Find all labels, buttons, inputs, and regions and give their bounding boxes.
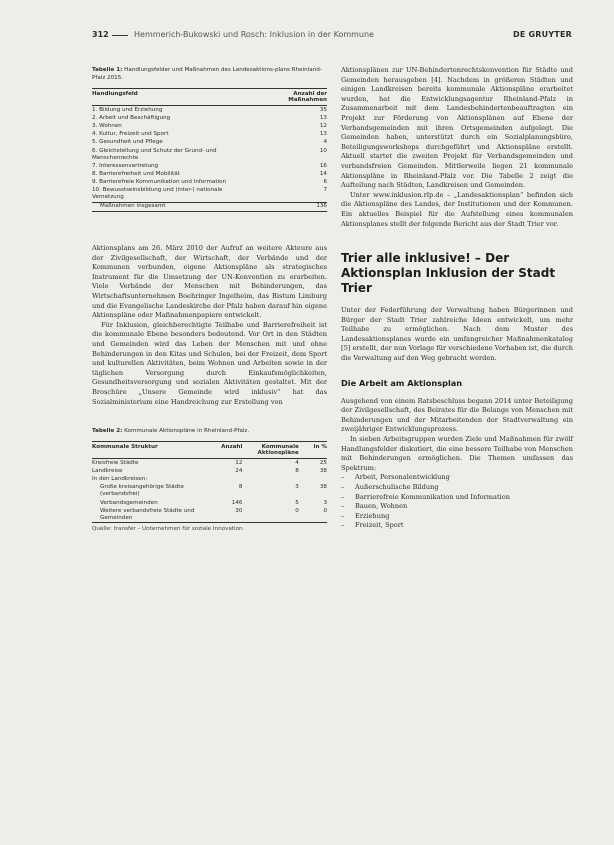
table2-cell-structure: Kreisfreie Städte: [92, 459, 139, 466]
table1-cell-count: 6: [323, 179, 327, 186]
table1-caption-label: Tabelle 1:: [92, 67, 123, 73]
table2-cell-percent: [299, 476, 327, 484]
table1-total-count: 136: [255, 202, 327, 211]
table2-cell-plans: 4: [295, 459, 299, 466]
table1-row: [92, 114, 327, 122]
page-header: [92, 30, 572, 44]
table2-cell-percent: 38: [319, 467, 327, 474]
table1-cell-count: 16: [319, 162, 327, 169]
table1-cell-count: 4: [323, 139, 327, 146]
header-rule: [112, 35, 128, 36]
table1-row: [92, 162, 327, 170]
table2-cell-count: 8: [238, 484, 243, 491]
table1-cell-count: 7: [323, 187, 327, 194]
table2-header-structure: Kommunale Struktur: [92, 442, 214, 459]
table1-row: [92, 139, 327, 147]
subsection-heading-arbeit: Die Arbeit am Aktionsplan: [341, 377, 463, 388]
topic-list-item: – Freizeit, Sport: [341, 521, 573, 531]
table2-cell-count: 146: [231, 499, 243, 506]
table2-cell-percent: 3: [323, 499, 327, 506]
table2-cell-plans: 5: [295, 499, 299, 506]
table2-cell-structure: Große kreisangehörige Städte (verbandsfrei): [100, 484, 184, 498]
left-paragraph-1: Aktionsplans am 26. März 2010 der Aufruf an weitere Akteure aus der Zivilgesellschaft, der Wirtschaft, der Verbände und der Kommunen verbunden, eigene Aktionspläne als strategisches Instrument für die Umsetzung der UN-Konvention zu erarbeiten. Viele Verbände der Menschen mit Behinderungen, das Wirtschaftsunternehmen Boehringer Ingelheim, das Bistum Limburg und die Evangelische Landeskirche der Pfalz haben darauf hin eigene Aktionspläne oder Maßnahmenpapiere entwickelt.: [92, 244, 327, 320]
table2-cell-percent: 0: [299, 507, 327, 523]
table1-cell-field: 2. Arbeit und Beschäftigung: [92, 114, 171, 121]
table1-cell-field: 1. Bildung und Erziehung: [92, 106, 163, 113]
table1-cell-count: 12: [319, 122, 327, 129]
table2-row: [92, 467, 327, 475]
table1-cell-count: 10: [319, 147, 327, 154]
topic-list-item: – Arbeit, Personalentwicklung: [341, 473, 573, 483]
right-paragraph-1: Aktionsplänen zur UN-Behindertenrechtskonvention für Städte und Gemeinden herausgeben [4]. Nachdem in größeren Städten und einigen Landkreisen bereits kommunale Aktionspläne erarbeitet wurden, hat die Entwicklungsagentur Rheinland-Pfalz in Zusammenarbeit mit dem Landesbehindertenbeauftragten ein Projekt zur Förderung von Aktionsplänen auf Ebene der Verbandsgemeinden mit ihren Ortsgemeinden aufgelegt. Die Gemeinden haben, unterstützt durch ein Sozialplanungsbüro, Beteiligungsworkshops durchgeführt und Aktionspläne erstellt. Aktuell startet die zweiten Projekt für Verbandsgemeinden und verbandsfreien Gemeinden. Mittlerweile liegen 21 kommunale Aktionspläne in Rheinland-Pfalz vor. Die Tabelle 2 zeigt die Aufteilung nach Städten, Landkreisen und Gemeinden.: [341, 66, 573, 190]
table1: [92, 88, 327, 212]
table1-cell-field: 7. Interessenvertretung: [92, 162, 159, 169]
table2-row: [92, 476, 327, 484]
table1-row: [92, 187, 327, 203]
table2-caption-label: Tabelle 2:: [92, 428, 123, 435]
topic-list: [341, 473, 573, 531]
table2-cell-structure: Verbandsgemeinden: [100, 499, 158, 506]
table2-cell-count: 30: [214, 507, 242, 523]
table2-cell-count: 24: [235, 467, 243, 474]
table1-cell-count: 14: [319, 170, 327, 177]
table1-cell-count: 13: [319, 114, 327, 121]
table2-cell-plans: 3: [295, 484, 299, 491]
section-trier-text: Unter der Federführung der Verwaltung haben Bürgerinnen und Bürger der Stadt Trier zahlreiche Ideen entwickelt, um mehr Teilhabe zu ermöglichen. Nach dem Muster des Landesaktionsplanes wurde ein umfangreicher Maßnahmenkatalog [5] erstellt, der nun Vorlage für verschiedene Vorhaben ist, die durch die Verwaltung auf den Weg gebracht werden.: [341, 306, 573, 363]
table1-cell-field: 9. Barrierefreie Kommunikation und Information: [92, 179, 227, 186]
topic-list-item: – Erziehung: [341, 512, 573, 522]
table1-cell-field: 8. Barrierefreiheit und Mobilität: [92, 170, 180, 177]
table2-cell-count: [214, 476, 242, 484]
table2-caption-text: Kommunale Aktionspläne in Rheinland-Pfalz.: [124, 428, 250, 435]
subsection-paragraph-2: In sieben Arbeitsgruppen wurden Ziele und Maßnahmen für zwölf Handlungsfelder diskutiert, die eine bessere Teilhabe von Menschen mit Behinderungen ermöglichen. Die Themen umfassen das Spektrum:: [341, 435, 573, 472]
right-paragraph-2: Unter www.inklusion.rlp.de – „Landesaktionsplan“ befinden sich die Aktionspläne des Landes, der Institutionen und der Kommunen. Ein aktuelles Beispiel für die Aufstellung eines kommunalen Aktionsplanes stellt der folgende Bericht aus der Stadt Trier vor.: [341, 190, 573, 228]
table1-row: [92, 131, 327, 139]
table2-row: [92, 507, 327, 523]
table1-cell-count: 13: [319, 131, 327, 138]
table2-cell-percent: 38: [319, 484, 327, 491]
table1-row: [92, 122, 327, 130]
table2-cell-plans: 8: [295, 467, 299, 474]
table2-header-percent: in %: [299, 442, 327, 459]
table2-row: [92, 499, 327, 507]
table2: [92, 441, 327, 523]
table2-cell-structure: In den Landkreisen:: [92, 476, 148, 483]
table1-row: [92, 147, 327, 162]
page-number: 312: [92, 30, 109, 39]
table1-caption: [92, 66, 327, 82]
table1-total-row: [92, 202, 327, 211]
topic-list-item: – Bauen, Wohnen: [341, 502, 573, 512]
publisher-logo: DE GRUYTER: [513, 30, 572, 39]
table1-header-count: Anzahl der Maßnahmen: [255, 89, 327, 106]
table1-cell-field: 5. Gesundheit und Pflege: [92, 139, 163, 146]
running-head: Hemmerich-Bukowski und Rosch: Inklusion in der Kommune: [134, 30, 374, 39]
table2-row: [92, 459, 327, 468]
table2-cell-plans: [242, 476, 298, 484]
right-column: [341, 66, 573, 531]
table2-caption: [92, 427, 327, 435]
subsection-paragraph-1: Ausgehend von einem Ratsbeschluss begann 2014 unter Beteiligung der Zivilgesellschaft, des Beirates für die Belange von Menschen mit Behinderungen und der Mitarbeitenden der Stadtverwaltung ein zweijähriger Entwicklungsprozess.: [341, 396, 573, 434]
table1-cell-field: 3. Wohnen: [92, 122, 122, 129]
table1-caption-text: Handlungsfelder und Maßnahmen des Landesaktions-plans Rheinland-Pfalz 2015.: [92, 67, 322, 81]
table2-row: [92, 484, 327, 499]
table1-row: [92, 106, 327, 115]
table1-row: [92, 170, 327, 178]
table2-cell-plans: 0: [242, 507, 298, 523]
table1-header-field: Handlungsfeld: [92, 89, 255, 106]
table2-header-count: Anzahl: [214, 442, 242, 459]
table1-cell-field: 4. Kultur, Freizeit und Sport: [92, 131, 169, 138]
table1-row: [92, 179, 327, 187]
table1-total-label: Maßnahmen insgesamt: [92, 202, 255, 211]
table2-header-plans: Kommunale Aktionspläne: [242, 442, 298, 459]
table2-cell-count: 12: [235, 459, 243, 466]
section-heading-trier: Trier alle inklusive! – Der Aktionsplan Inklusion der Stadt Trier: [341, 251, 556, 296]
table1-cell-field: 6. Gleichstellung und Schutz der Grund- und Menschenrechte: [92, 147, 217, 161]
table2-cell-percent: 25: [319, 459, 327, 466]
left-paragraph-2: Für Inklusion, gleichberechtigte Teilhabe und Barrierefreiheit ist die kommunale Ebene besonders bedeutend. Vor Ort in den Städten und Gemeinden wird das Leben der Menschen mit und ohne Behinderungen in den Kitas und Schulen, bei der Freizeit, dem Sport und kulturellen Aktivitäten, beim Wohnen und Arbeiten sowie in der täglichen Versorgung durch Einkaufsmöglichkeiten, Gesundheitsversorgung und sozialen Aktivitäten gestaltet. Mit der Broschüre „Unsere Gemeinde wird inklusiv“ hat das Sozialministerium eine Handreichung zur Erstellung von: [92, 320, 327, 406]
left-column: [92, 66, 327, 532]
table1-cell-count: 35: [319, 106, 327, 113]
topic-list-item: – Barrierefreie Kommunikation und Information: [341, 493, 573, 503]
table2-cell-structure: Weitere verbandsfreie Städte und Gemeinden: [92, 507, 214, 523]
table1-cell-field: 10. Bewusstseinsbildung und (inter-) nationale Vernetzung: [92, 187, 223, 201]
topic-list-item: – Außerschulische Bildung: [341, 483, 573, 493]
table2-source: Quelle: transfer – Unternehmen für soziale Innovation.: [92, 526, 245, 533]
table2-cell-structure: Landkreise: [92, 467, 123, 474]
